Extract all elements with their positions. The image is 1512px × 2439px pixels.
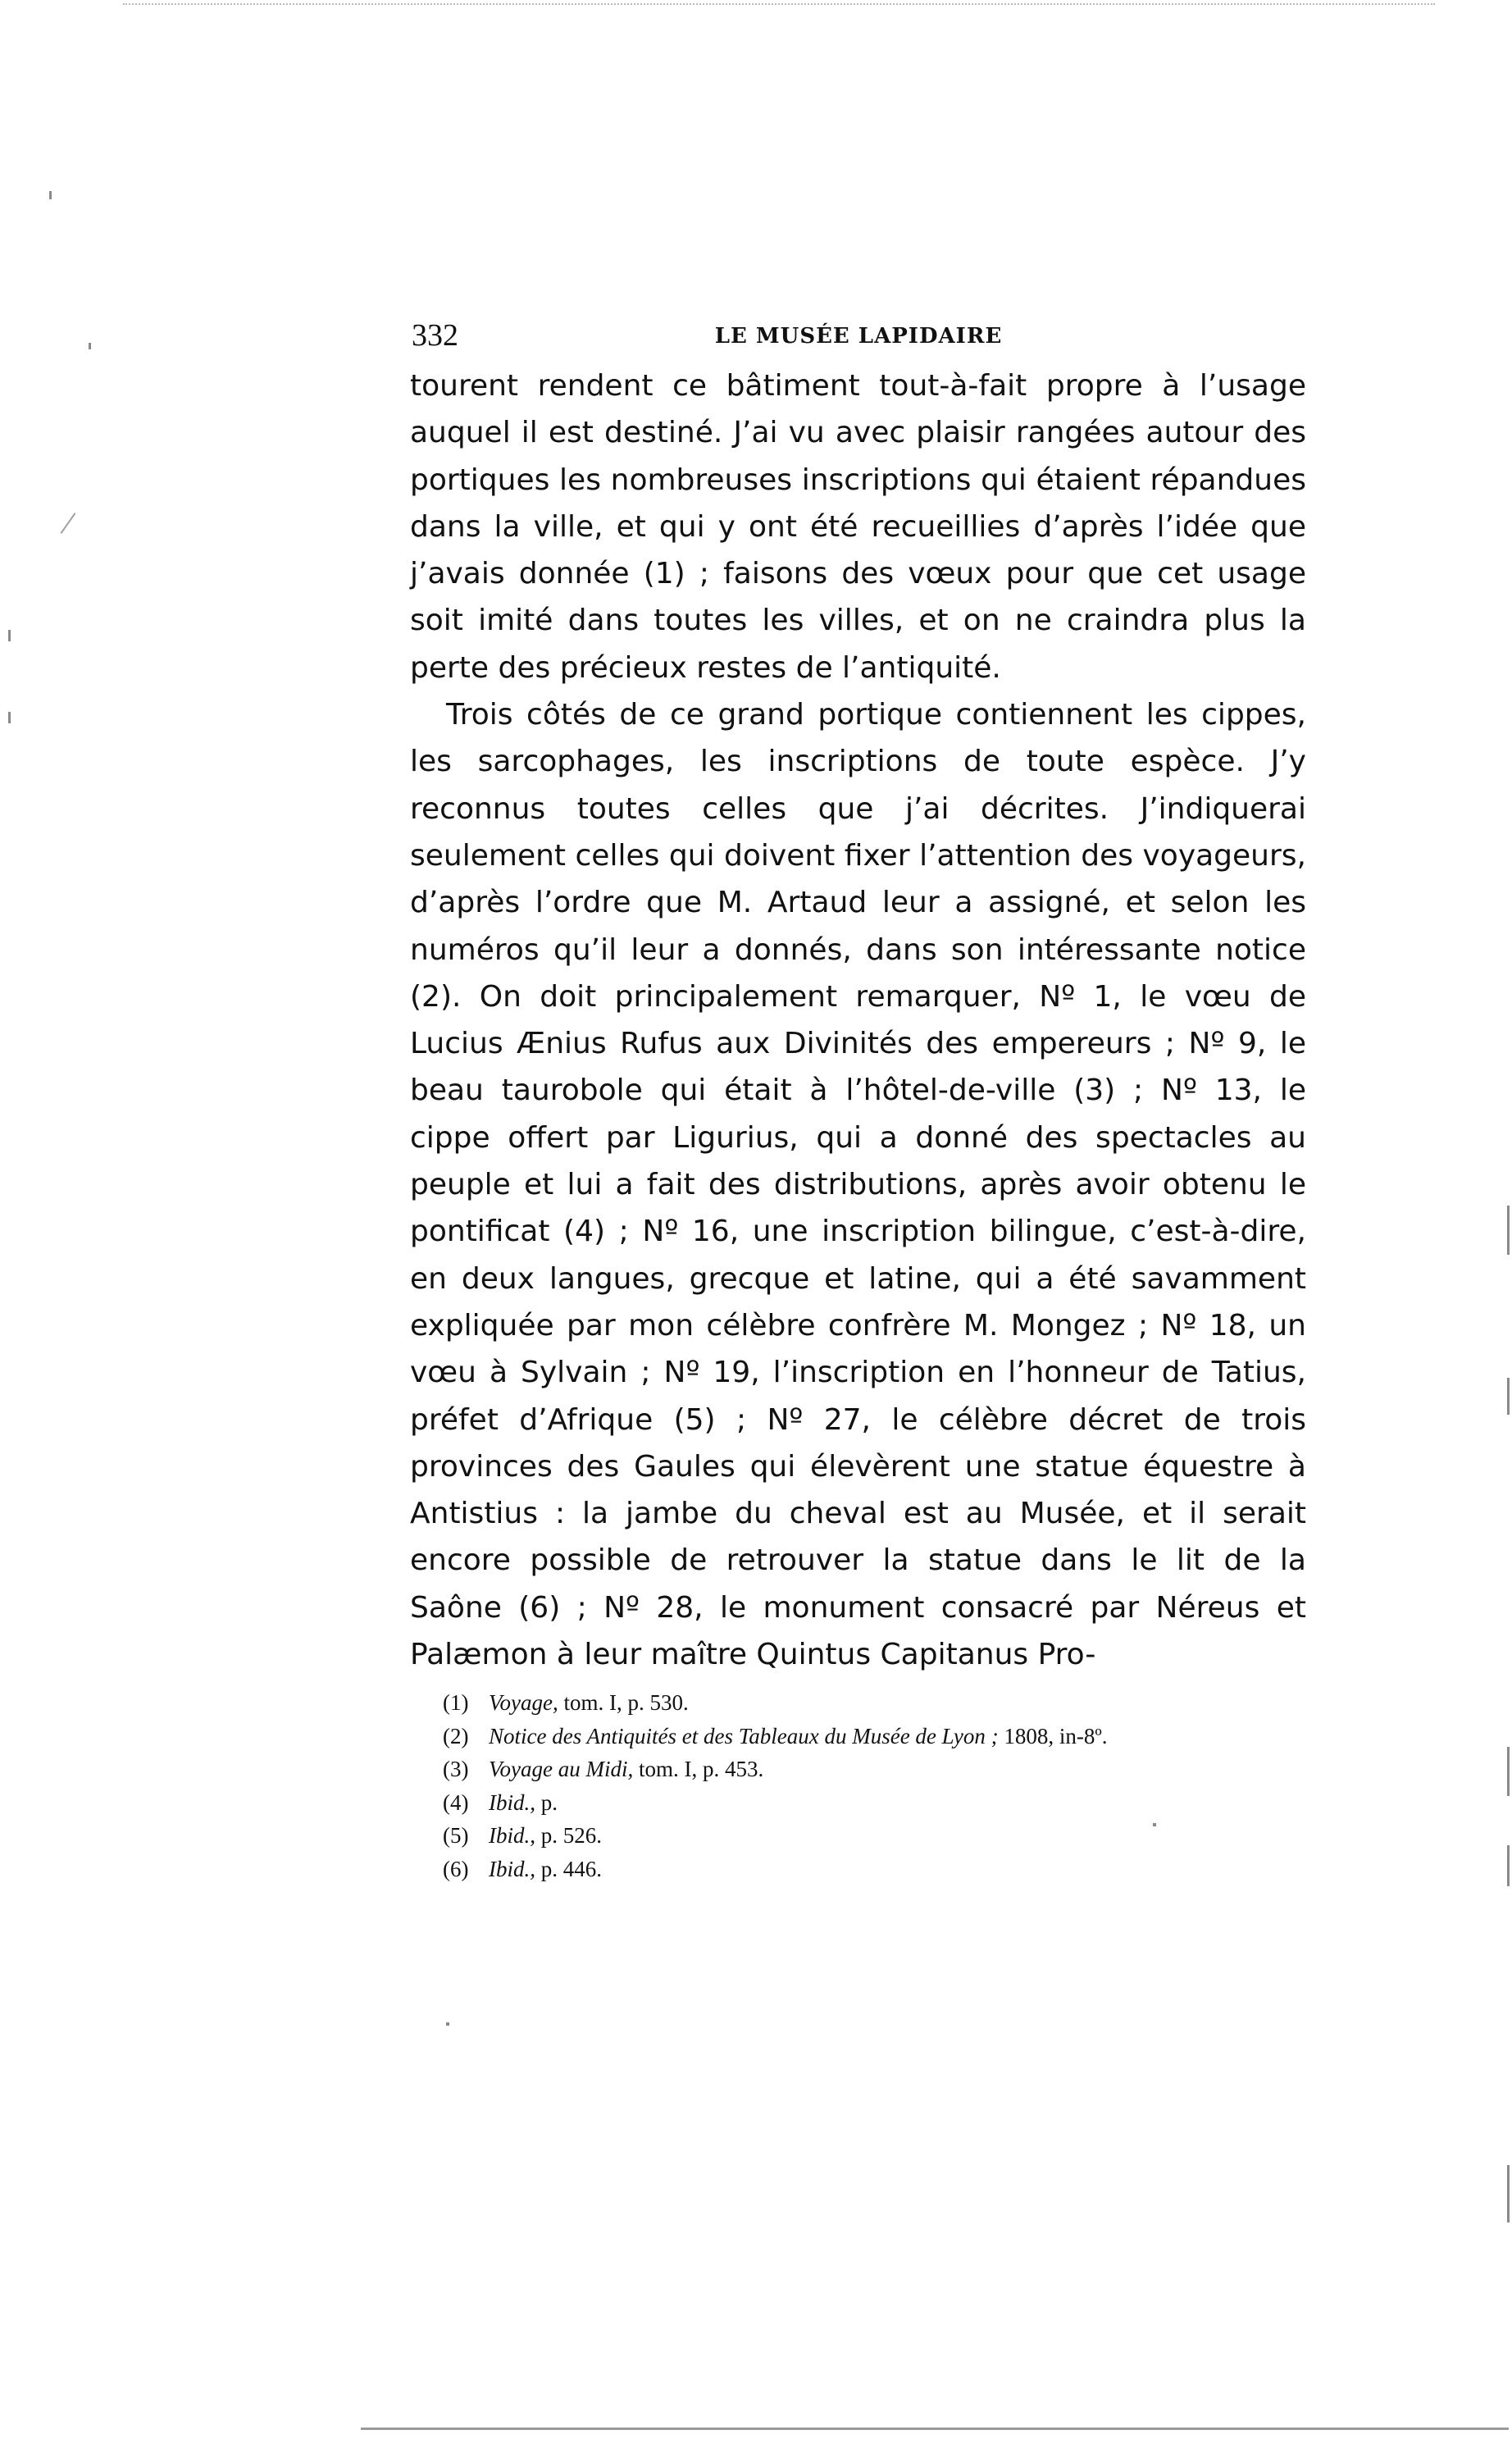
footnote-number: (6) [443, 1856, 469, 1881]
scan-mark [1507, 1747, 1510, 1796]
scan-mark [1507, 1845, 1510, 1886]
footnote [443, 1686, 1312, 1720]
scan-mark [1507, 1378, 1510, 1415]
body-text [410, 362, 1306, 1678]
scan-mark [446, 2022, 449, 2026]
footnote-reference: tom. I, p. 453. [633, 1757, 764, 1781]
footnote-reference: p. [535, 1789, 558, 1815]
footnotes [443, 1686, 1312, 1885]
footnote-title: Ibid., [489, 1789, 535, 1815]
footnote-number: (3) [443, 1757, 469, 1781]
scan-mark [61, 513, 76, 534]
footnote [443, 1819, 1312, 1853]
page-header [412, 315, 1305, 356]
scan-mark [89, 343, 91, 349]
footnote-number: (2) [443, 1723, 469, 1748]
footnote-title: Ibid., [489, 1856, 535, 1881]
paragraph: Trois côtés de ce grand portique contiennent les cippes, les sarcophages, les inscriptions de toute espèce. J’y reconnus toutes celles que j’ai décrites. J’indiquerai seulement celles qui doivent fixer l’attention des voyageurs, d’après l’ordre que M. Artaud leur a assigné, et selon les numéros qu’il leur a donnés, dans son intéressante notice (2). On doit principalement remarquer, Nº 1, le vœu de Lucius Ænius Rufus aux Divinités des empereurs ; Nº 9, le beau taurobole qui était à l’hôtel-de-ville (3) ; Nº 13, le cippe offert par Ligurius, qui a donné des spectacles au peuple et lui a fait des distributions, après avoir obtenu le pontificat (4) ; Nº 16, une inscription bilingue, c’est-à-dire, en deux langues, grecque et latine, qui a été savamment expliquée par mon célèbre confrère M. Mongez ; Nº 18, un vœu à Sylvain ; Nº 19, l’inscription en l’honneur de Tatius, préfet d’Afrique (5) ; Nº 27, le célèbre décret de trois provinces des Gaules qui élevèrent une statue équestre à Antistius : la jambe du cheval est au Musée, et il serait encore possible de retrouver la statue dans le lit de la Saône (6) ; Nº 28, le monument consacré par Néreus et Palæmon à leur maître Quintus Capitanus Pro- [410, 698, 1306, 1672]
footnote [443, 1753, 1312, 1786]
footnote-number: (1) [443, 1690, 469, 1715]
footnote-reference: p. 446. [535, 1856, 602, 1881]
footnote-number: (4) [443, 1789, 469, 1815]
scan-top-edge [123, 3, 1435, 5]
scan-mark [8, 630, 11, 641]
footnote [443, 1786, 1312, 1820]
footnote-number: (5) [443, 1823, 469, 1848]
scan-mark [1507, 1206, 1510, 1255]
scan-mark [1507, 2165, 1510, 2222]
footnote [443, 1853, 1312, 1886]
footnote-reference: 1808, in-8º. [998, 1723, 1108, 1748]
footnote-title: Voyage au Midi, [489, 1757, 634, 1781]
scan-bottom-edge [361, 2428, 1509, 2430]
footnote [443, 1720, 1312, 1753]
scan-mark [49, 191, 52, 199]
running-head: LE MUSÉE LAPIDAIRE [714, 324, 1003, 349]
footnote-title: Voyage, [489, 1690, 558, 1715]
scan-mark [8, 712, 11, 723]
paragraph: tourent rendent ce bâtiment tout-à-fait propre à l’usage auquel il est destiné. J’ai vu avec plaisir rangées autour des portiques les nombreuses inscriptions qui étaient répandues dans la ville, et qui y ont été recueillies d’après l’idée que j’avais donnée (1) ; faisons des vœux pour que cet usage soit imité dans toutes les villes, et on ne craindra plus la perte des précieux restes de l’antiquité. [410, 369, 1306, 685]
footnote-title: Notice des Antiquités et des Tableaux du Musée de Lyon ; [489, 1723, 999, 1748]
footnote-title: Ibid., [489, 1823, 535, 1848]
footnote-reference: tom. I, p. 530. [558, 1690, 689, 1715]
page-number: 332 [412, 318, 458, 353]
footnote-reference: p. 526. [535, 1823, 602, 1848]
